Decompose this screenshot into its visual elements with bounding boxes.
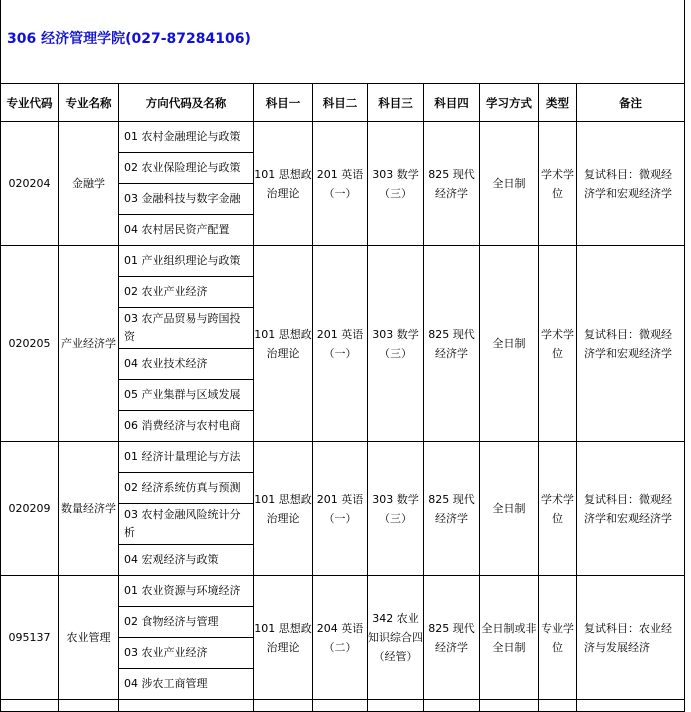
study-mode: 全日制 xyxy=(480,246,539,442)
direction-item: 03 农村金融风险统计分析 xyxy=(119,504,254,545)
degree-type: 学术学位 xyxy=(539,246,577,442)
header-major-name: 专业名称 xyxy=(59,84,119,122)
header-subject3: 科目三 xyxy=(368,84,424,122)
header-subject4: 科目四 xyxy=(424,84,480,122)
subject3: 303 数学（三） xyxy=(368,246,424,442)
empty-cell xyxy=(1,700,59,712)
major-name: 数量经济学 xyxy=(59,442,119,576)
study-mode: 全日制或非全日制 xyxy=(480,576,539,700)
degree-type: 专业学位 xyxy=(539,576,577,700)
subject4: 825 现代经济学 xyxy=(424,246,480,442)
subject3: 303 数学（三） xyxy=(368,442,424,576)
header-type: 类型 xyxy=(539,84,577,122)
header-subject2: 科目二 xyxy=(313,84,368,122)
degree-type: 学术学位 xyxy=(539,442,577,576)
header-major-code: 专业代码 xyxy=(1,84,59,122)
header-subject1: 科目一 xyxy=(254,84,313,122)
subject2: 204 英语（二） xyxy=(313,576,368,700)
table-row xyxy=(1,442,685,473)
direction-item: 03 农业产业经济 xyxy=(119,638,254,669)
empty-cell xyxy=(119,700,254,712)
header-row xyxy=(1,84,685,122)
table-row xyxy=(1,576,685,607)
study-mode: 全日制 xyxy=(480,442,539,576)
header-note: 备注 xyxy=(577,84,685,122)
note: 复试科目：微观经济学和宏观经济学 xyxy=(577,246,685,442)
direction-item: 02 农业保险理论与政策 xyxy=(119,153,254,184)
major-name: 农业管理 xyxy=(59,576,119,700)
note: 复试科目：微观经济学和宏观经济学 xyxy=(577,442,685,576)
direction-item: 01 经济计量理论与方法 xyxy=(119,442,254,473)
major-code: 020204 xyxy=(1,122,59,246)
table-row xyxy=(1,122,685,153)
title-cell xyxy=(1,0,685,84)
empty-cell xyxy=(577,700,685,712)
table-row xyxy=(1,700,685,712)
header-study-mode: 学习方式 xyxy=(480,84,539,122)
direction-item: 03 金融科技与数字金融 xyxy=(119,184,254,215)
empty-cell xyxy=(539,700,577,712)
direction-item: 04 宏观经济与政策 xyxy=(119,545,254,576)
empty-cell xyxy=(313,700,368,712)
empty-cell xyxy=(424,700,480,712)
direction-item: 04 农村居民资产配置 xyxy=(119,215,254,246)
note: 复试科目：农业经济与发展经济 xyxy=(577,576,685,700)
direction-item: 02 食物经济与管理 xyxy=(119,607,254,638)
subject1: 101 思想政治理论 xyxy=(254,246,313,442)
empty-cell xyxy=(59,700,119,712)
direction-item: 02 农业产业经济 xyxy=(119,277,254,308)
degree-type: 学术学位 xyxy=(539,122,577,246)
direction-item: 04 涉农工商管理 xyxy=(119,669,254,700)
direction-item: 01 农业资源与环境经济 xyxy=(119,576,254,607)
subject2: 201 英语（一） xyxy=(313,246,368,442)
subject1: 101 思想政治理论 xyxy=(254,122,313,246)
direction-item: 02 经济系统仿真与预测 xyxy=(119,473,254,504)
empty-cell xyxy=(254,700,313,712)
school-title: 306 经济管理学院(027-87284106) xyxy=(7,30,251,47)
empty-cell xyxy=(368,700,424,712)
empty-cell xyxy=(480,700,539,712)
note: 复试科目：微观经济学和宏观经济学 xyxy=(577,122,685,246)
subject3: 303 数学（三） xyxy=(368,122,424,246)
direction-item: 01 农村金融理论与政策 xyxy=(119,122,254,153)
direction-item: 05 产业集群与区域发展 xyxy=(119,380,254,411)
subject2: 201 英语（一） xyxy=(313,122,368,246)
direction-item: 03 农产品贸易与跨国投资 xyxy=(119,308,254,349)
major-code: 020209 xyxy=(1,442,59,576)
major-code: 020205 xyxy=(1,246,59,442)
subject4: 825 现代经济学 xyxy=(424,576,480,700)
study-mode: 全日制 xyxy=(480,122,539,246)
direction-item: 06 消费经济与农村电商 xyxy=(119,411,254,442)
subject4: 825 现代经济学 xyxy=(424,122,480,246)
subject3: 342 农业知识综合四（经管） xyxy=(368,576,424,700)
subject1: 101 思想政治理论 xyxy=(254,442,313,576)
subject4: 825 现代经济学 xyxy=(424,442,480,576)
major-name: 金融学 xyxy=(59,122,119,246)
subject1: 101 思想政治理论 xyxy=(254,576,313,700)
subject2: 201 英语（一） xyxy=(313,442,368,576)
direction-item: 04 农业技术经济 xyxy=(119,349,254,380)
header-direction: 方向代码及名称 xyxy=(119,84,254,122)
major-name: 产业经济学 xyxy=(59,246,119,442)
direction-item: 01 产业组织理论与政策 xyxy=(119,246,254,277)
major-code: 095137 xyxy=(1,576,59,700)
table-row xyxy=(1,246,685,277)
